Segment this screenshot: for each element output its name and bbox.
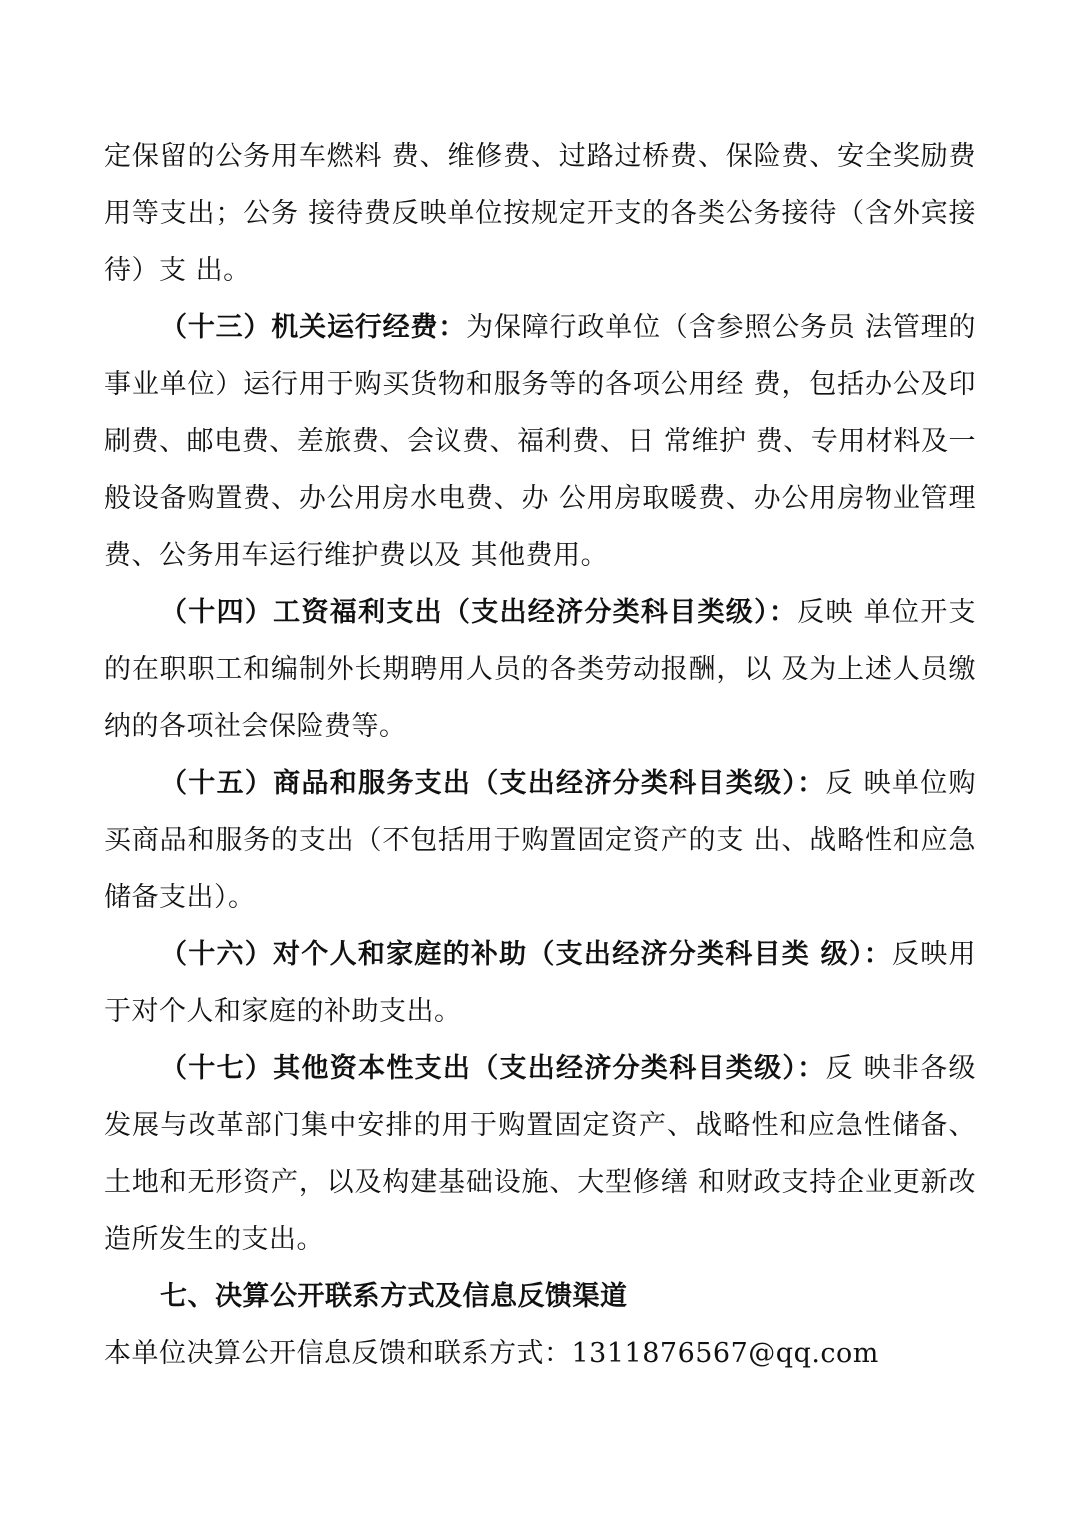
paragraph-text: 反 映单位购买商品和服务的支出（不包括用于购置固定资产的支 出、战略性和应急储备支出）。 xyxy=(104,768,977,913)
paragraph-text: 反 映非各级发展与改革部门集中安排的用于购置固定资产、战略性和应急性储备、土地和无形资产，以及构建基础设施、大型修缮 和财政支持企业更新改造所发生的支出。 xyxy=(104,1053,977,1255)
paragraph-text: 定保留的公务用车燃料 费、维修费、过路过桥费、保险费、安全奖励费用等支出；公务 接待费反映单位按规定开支的各类公务接待（含外宾接待）支 出。 xyxy=(104,141,976,286)
paragraph-lead: （十三）机关运行经费： xyxy=(160,312,467,343)
paragraph-text: 反映 单位开支的在职职工和编制外长期聘用人员的各类劳动报酬，以 及为上述人员缴纳的各项社会保险费等。 xyxy=(104,597,976,742)
paragraph-goods-services xyxy=(104,755,976,926)
paragraph-wages-welfare xyxy=(104,584,976,755)
paragraph-lead: （十七）其他资本性支出（支出经济分类科目类级）： xyxy=(160,1053,826,1084)
paragraph-text: 为保障行政单位（含参照公务员 法管理的事业单位）运行用于购买货物和服务等的各项公用经 费，包括办公及印刷费、邮电费、差旅费、会议费、福利费、日 常维护 费、专用材料及一般设备购置费、办公用房水电费、办 公用房取暖费、办公用房物业管理费、公务用车运行维护费以及 其他费用。 xyxy=(104,312,976,571)
paragraph-vehicle-reception xyxy=(104,128,976,299)
paragraph-other-capital xyxy=(104,1040,976,1268)
document-page xyxy=(104,128,976,1382)
paragraph-household-subsidies xyxy=(104,926,976,1040)
paragraph-text: 反映用于对个人和家庭的补助支出。 xyxy=(104,939,976,1027)
paragraph-lead: （十五）商品和服务支出（支出经济分类科目类级）： xyxy=(160,768,826,799)
contact-line: 本单位决算公开信息反馈和联系方式：1311876567@qq.com xyxy=(104,1338,879,1369)
section-heading: 七、决算公开联系方式及信息反馈渠道 xyxy=(160,1281,628,1312)
paragraph-lead: （十六）对个人和家庭的补助（支出经济分类科目类 级）： xyxy=(160,939,892,970)
paragraph-lead: （十四）工资福利支出（支出经济分类科目类级）： xyxy=(160,597,798,628)
paragraph-office-operating-expenses xyxy=(104,299,976,584)
